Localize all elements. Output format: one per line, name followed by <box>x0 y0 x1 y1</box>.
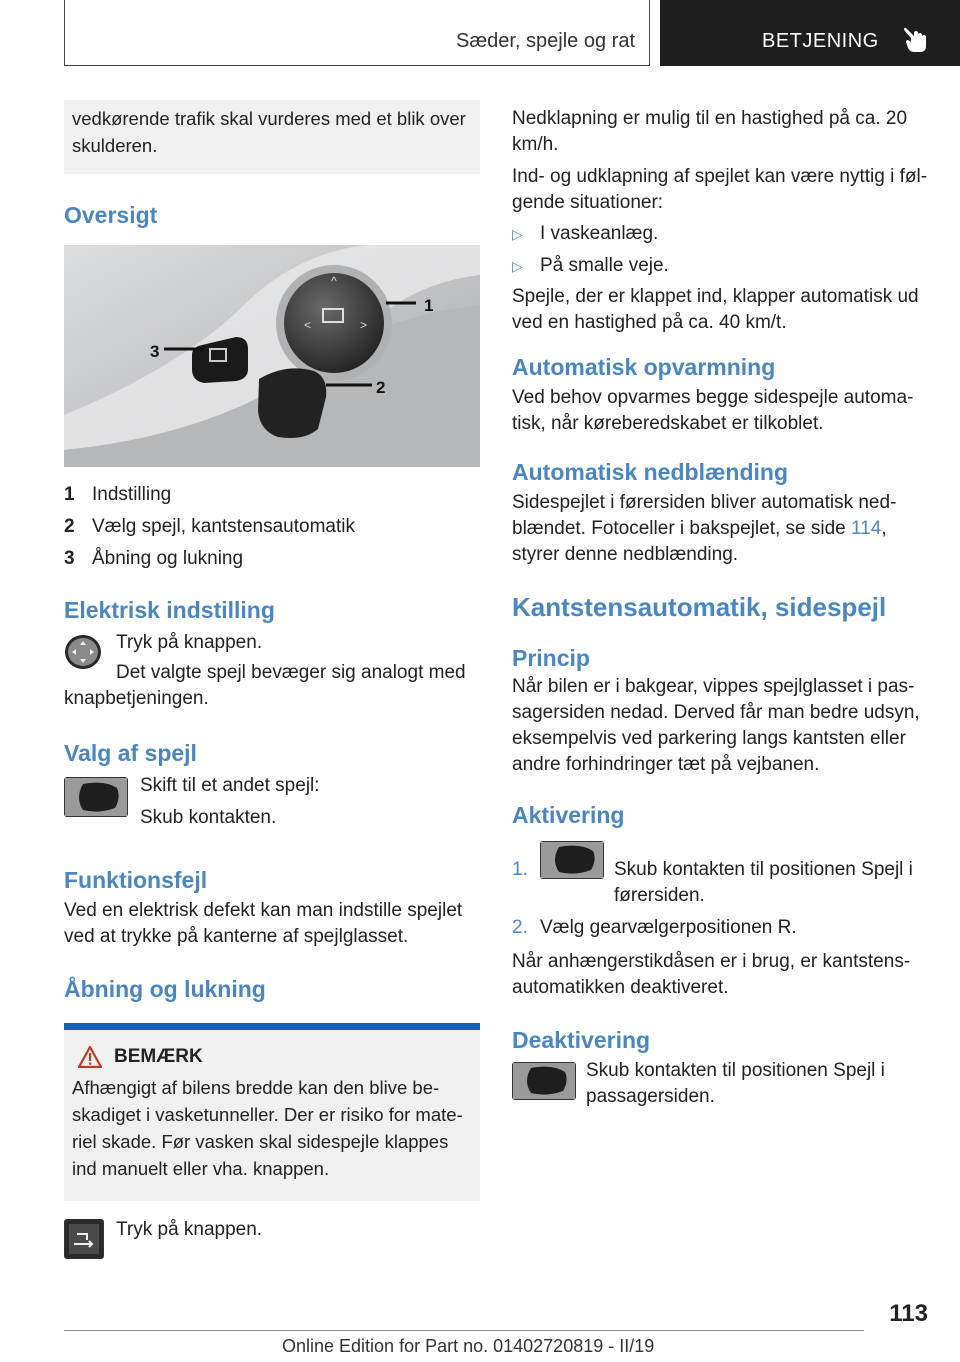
elektrisk-description: Det valgte spejl bevæger sig analogt med <box>116 662 466 683</box>
warning-triangle-icon <box>78 1046 102 1068</box>
warning-text: Afhængigt af bilens bredde kan den blive beskadiget i vasketunneller. Der er risiko for materiel skade. Før vasken skal sidespejle klappes ind manuelt eller vha. knappen. <box>72 1077 463 1179</box>
warning-header <box>72 1046 472 1068</box>
princip-heading: Princip <box>512 645 590 671</box>
mirror-switch-icon <box>512 1062 576 1100</box>
tryk-text: Tryk på knappen. <box>116 1219 263 1240</box>
mirror-controls-illustration <box>64 245 480 467</box>
mirror-switch-icon <box>540 841 604 879</box>
elektrisk-row <box>64 630 480 686</box>
opvarmning-text: Ved behov opvarmes begge sidespejle automatisk, når køreberedskabet er tilkoblet. <box>512 387 914 434</box>
klapper-ud-text: Spejle, der er klappet ind, klapper automatisk ud ved en hastighed på ca. 40 km/t. <box>512 286 919 333</box>
valg-heading: Valg af spejl <box>64 740 197 766</box>
deaktivering-text: Skub kontakten til positionen Spejl i passagersiden. <box>586 1060 885 1107</box>
figure-label-1: 1 <box>424 296 434 315</box>
page-link-114[interactable]: 114 <box>851 518 882 539</box>
nedklapning-text: Nedklapning er mulig til en hastighed på ca. 20 km/h. <box>512 108 908 155</box>
nedblaending-text: Sidespejlet i førersiden bliver automatisk nedblændet. Fotoceller i bakspejlet, se side 114, styrer denne nedblænding. <box>512 492 897 565</box>
princip-text: Når bilen er i bakgear, vippes spejlglasset i passagersiden nedad. Derved får man bedre udsyn, eksempelvis ved parkering langs kantsten eller andre forhindringer tæt på vejbanen. <box>512 676 920 775</box>
deaktivering-row <box>512 1058 928 1110</box>
nedblaending-heading: Automatisk nedblænding <box>512 459 788 485</box>
kantsten-heading: Kantstensautomatik, sidespejl <box>512 592 887 622</box>
list-item: 2. Vælg gearvælgerpositionen R. <box>512 917 797 938</box>
list-item: 3 Åbning og lukning <box>64 548 244 569</box>
footer-divider <box>64 1330 864 1331</box>
valg-instruction-1: Skift til et andet spejl: <box>140 775 320 796</box>
figure-label-3: 3 <box>150 342 160 361</box>
valg-row <box>64 773 480 831</box>
page-number: 113 <box>889 1300 928 1327</box>
intro-box <box>64 100 480 174</box>
mirror-controls-figure <box>64 245 480 467</box>
opvarmning-heading: Automatisk opvarmning <box>512 354 776 380</box>
section-title: BETJENING <box>762 30 879 52</box>
list-item: ▷ På smalle veje. <box>512 250 928 282</box>
situationer-text: Ind- og udklapning af spejlet kan være nyttig i følgende situationer: <box>512 166 928 213</box>
warning-box <box>64 1023 480 1201</box>
figure-legend <box>64 479 480 575</box>
section-tab <box>660 0 960 66</box>
mirror-fold-icon <box>64 1219 104 1259</box>
aktivering-heading: Aktivering <box>512 802 625 828</box>
page-header <box>64 0 960 66</box>
chapter-tab <box>64 0 650 66</box>
triangle-bullet-icon: ▷ <box>512 226 523 242</box>
oversigt-heading: Oversigt <box>64 202 158 228</box>
situation-list <box>512 218 928 282</box>
fold-button-row <box>64 1217 480 1259</box>
list-item: 1 Indstilling <box>64 484 172 505</box>
chapter-title: Sæder, spejle og rat <box>456 30 635 52</box>
pointing-hand-icon <box>900 24 932 56</box>
funktionsfejl-heading: Funktionsfejl <box>64 867 208 893</box>
mirror-adjust-icon <box>64 632 102 672</box>
aabning-heading: Åbning og lukning <box>64 976 266 1002</box>
elektrisk-heading: Elektrisk indstilling <box>64 597 275 623</box>
mirror-switch-icon <box>64 777 128 817</box>
list-item: 2 Vælg spejl, kantstensautomatik <box>64 516 355 537</box>
aktivering-steps <box>512 841 928 941</box>
triangle-bullet-icon: ▷ <box>512 258 523 274</box>
anhaenger-text: Når anhængerstikdåsen er i brug, er kantstensautomatikken deaktiveret. <box>512 951 911 998</box>
list-item: ▷ I vaskeanlæg. <box>512 218 928 250</box>
funktionsfejl-text: Ved en elektrisk defekt kan man indstille spejlet ved at trykke på kanterne af spejlglasset. <box>64 900 463 947</box>
svg-text:<: < <box>304 318 312 332</box>
intro-text: vedkørende trafik skal vurderes med et blik over skulderen. <box>72 108 466 156</box>
svg-text:>: > <box>360 318 368 332</box>
left-column <box>64 100 480 1259</box>
list-item: 1. Skub kontakten til positionen Spejl i førersiden. <box>512 841 928 909</box>
deaktivering-heading: Deaktivering <box>512 1027 651 1053</box>
footer-edition: Online Edition for Part no. 01402720819 - II/19 <box>282 1336 655 1356</box>
elektrisk-instruction: Tryk på knappen. <box>116 632 263 653</box>
elektrisk-description-cont: knapbetjeningen. <box>64 688 209 709</box>
right-column <box>512 106 928 1110</box>
warning-title: BEMÆRK <box>114 1046 203 1067</box>
figure-label-2: 2 <box>376 378 386 397</box>
svg-text:^: ^ <box>331 274 337 288</box>
valg-instruction-2: Skub kontakten. <box>140 807 277 828</box>
